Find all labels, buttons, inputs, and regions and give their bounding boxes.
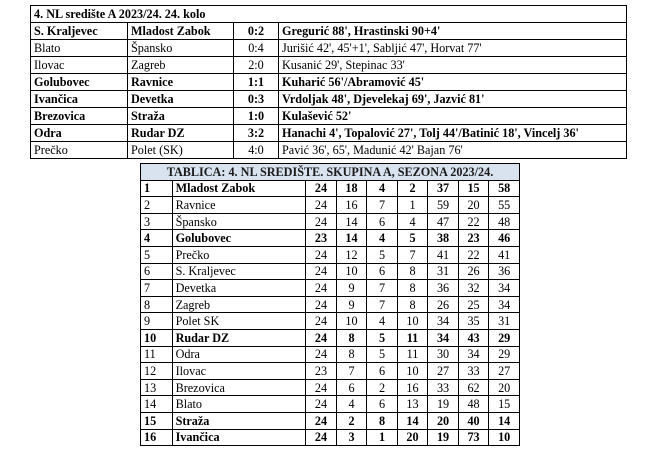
match-row — [31, 91, 627, 108]
goals-against: 25 — [458, 296, 489, 313]
wins: 18 — [336, 180, 367, 197]
standings-row — [141, 213, 520, 230]
match-score: 2:0 — [234, 57, 279, 74]
away-team: Straža — [128, 108, 234, 125]
points: 46 — [489, 230, 520, 247]
points: 34 — [489, 280, 520, 297]
position: 10 — [141, 329, 173, 346]
results-header-row — [31, 6, 627, 23]
goals-for: 19 — [428, 396, 459, 413]
match-score: 0:2 — [234, 23, 279, 40]
match-score: 0:4 — [234, 40, 279, 57]
standings-body — [141, 164, 520, 446]
goals-for: 37 — [428, 180, 459, 197]
standings-header-row — [141, 164, 520, 181]
away-team: Polet (SK) — [128, 142, 234, 159]
played: 24 — [306, 429, 337, 446]
losses: 1 — [397, 197, 428, 214]
home-team: Ivančica — [31, 91, 128, 108]
played: 24 — [306, 263, 337, 280]
standings-row — [141, 296, 520, 313]
match-row — [31, 125, 627, 142]
draws: 2 — [367, 379, 398, 396]
position: 16 — [141, 429, 173, 446]
position: 9 — [141, 313, 173, 330]
wins: 6 — [336, 379, 367, 396]
match-scorers: Hanachi 4', Topalović 27', Tolj 44'/Batinić 18', Vincelj 36' — [279, 125, 627, 142]
goals-for: 19 — [428, 429, 459, 446]
goals-for: 33 — [428, 379, 459, 396]
goals-against: 34 — [458, 346, 489, 363]
goals-against: 22 — [458, 213, 489, 230]
points: 10 — [489, 429, 520, 446]
match-row — [31, 108, 627, 125]
points: 15 — [489, 396, 520, 413]
losses: 11 — [397, 329, 428, 346]
goals-for: 20 — [428, 412, 459, 429]
match-scorers: Kusanić 29', Stepinac 33' — [279, 57, 627, 74]
goals-for: 30 — [428, 346, 459, 363]
standings-row — [141, 379, 520, 396]
position: 14 — [141, 396, 173, 413]
played: 24 — [306, 396, 337, 413]
losses: 5 — [397, 230, 428, 247]
match-score: 1:1 — [234, 74, 279, 91]
wins: 10 — [336, 263, 367, 280]
standings-row — [141, 246, 520, 263]
team-name: Prečko — [172, 246, 306, 263]
team-name: Špansko — [172, 213, 306, 230]
wins: 8 — [336, 346, 367, 363]
points: 27 — [489, 363, 520, 380]
losses: 14 — [397, 412, 428, 429]
goals-against: 73 — [458, 429, 489, 446]
standings-row — [141, 396, 520, 413]
standings-row — [141, 230, 520, 247]
points: 34 — [489, 296, 520, 313]
team-name: Ravnice — [172, 197, 306, 214]
points: 20 — [489, 379, 520, 396]
played: 24 — [306, 379, 337, 396]
position: 8 — [141, 296, 173, 313]
played: 23 — [306, 363, 337, 380]
results-title: 4. NL središte A 2023/24. 24. kolo — [31, 6, 627, 23]
home-team: S. Kraljevec — [31, 23, 128, 40]
goals-against: 43 — [458, 329, 489, 346]
goals-for: 34 — [428, 313, 459, 330]
home-team: Brezovica — [31, 108, 128, 125]
standings-row — [141, 329, 520, 346]
wins: 9 — [336, 280, 367, 297]
goals-for: 38 — [428, 230, 459, 247]
goals-against: 23 — [458, 230, 489, 247]
match-row — [31, 23, 627, 40]
draws: 6 — [367, 213, 398, 230]
wins: 16 — [336, 197, 367, 214]
standings-title: TABLICA: 4. NL SREDIŠTE. SKUPINA A, SEZONA 2023/24. — [141, 164, 520, 181]
losses: 20 — [397, 429, 428, 446]
match-row — [31, 40, 627, 57]
position: 3 — [141, 213, 173, 230]
wins: 7 — [336, 363, 367, 380]
standings-row — [141, 197, 520, 214]
goals-for: 31 — [428, 263, 459, 280]
losses: 10 — [397, 313, 428, 330]
points: 29 — [489, 329, 520, 346]
home-team: Prečko — [31, 142, 128, 159]
goals-for: 41 — [428, 246, 459, 263]
points: 29 — [489, 346, 520, 363]
position: 4 — [141, 230, 173, 247]
match-scorers: Pavić 36', 65', Madunić 42' Bajan 76' — [279, 142, 627, 159]
team-name: Ilovac — [172, 363, 306, 380]
away-team: Ravnice — [128, 74, 234, 91]
match-scorers: Vrdoljak 48', Djevelekaj 69', Jazvić 81' — [279, 91, 627, 108]
losses: 13 — [397, 396, 428, 413]
wins: 12 — [336, 246, 367, 263]
team-name: Polet SK — [172, 313, 306, 330]
goals-against: 48 — [458, 396, 489, 413]
draws: 4 — [367, 230, 398, 247]
away-team: Mladost Zabok — [128, 23, 234, 40]
team-name: Zagreb — [172, 296, 306, 313]
played: 24 — [306, 180, 337, 197]
draws: 6 — [367, 396, 398, 413]
played: 24 — [306, 412, 337, 429]
goals-against: 22 — [458, 246, 489, 263]
match-score: 3:2 — [234, 125, 279, 142]
losses: 10 — [397, 363, 428, 380]
goals-against: 32 — [458, 280, 489, 297]
points: 14 — [489, 412, 520, 429]
points: 58 — [489, 180, 520, 197]
team-name: Mladost Zabok — [172, 180, 306, 197]
draws: 1 — [367, 429, 398, 446]
standings-row — [141, 346, 520, 363]
losses: 8 — [397, 263, 428, 280]
team-name: Rudar DZ — [172, 329, 306, 346]
losses: 4 — [397, 213, 428, 230]
draws: 5 — [367, 329, 398, 346]
home-team: Ilovac — [31, 57, 128, 74]
position: 5 — [141, 246, 173, 263]
draws: 4 — [367, 313, 398, 330]
wins: 3 — [336, 429, 367, 446]
draws: 8 — [367, 412, 398, 429]
goals-for: 26 — [428, 296, 459, 313]
match-score: 0:3 — [234, 91, 279, 108]
wins: 8 — [336, 329, 367, 346]
draws: 5 — [367, 246, 398, 263]
points: 31 — [489, 313, 520, 330]
position: 6 — [141, 263, 173, 280]
draws: 7 — [367, 280, 398, 297]
results-table — [30, 5, 627, 159]
standings-row — [141, 180, 520, 197]
home-team: Golubovec — [31, 74, 128, 91]
losses: 8 — [397, 296, 428, 313]
points: 55 — [489, 197, 520, 214]
team-name: Blato — [172, 396, 306, 413]
played: 24 — [306, 313, 337, 330]
standings-row — [141, 412, 520, 429]
results-body — [31, 6, 627, 159]
wins: 14 — [336, 230, 367, 247]
match-scorers: Kulašević 52' — [279, 108, 627, 125]
goals-against: 20 — [458, 197, 489, 214]
match-row — [31, 142, 627, 159]
standings-row — [141, 263, 520, 280]
position: 7 — [141, 280, 173, 297]
wins: 9 — [336, 296, 367, 313]
played: 24 — [306, 280, 337, 297]
wins: 2 — [336, 412, 367, 429]
standings-row — [141, 429, 520, 446]
points: 48 — [489, 213, 520, 230]
position: 1 — [141, 180, 173, 197]
losses: 11 — [397, 346, 428, 363]
away-team: Zagreb — [128, 57, 234, 74]
draws: 7 — [367, 197, 398, 214]
team-name: Golubovec — [172, 230, 306, 247]
match-scorers: Kuharić 56'/Abramović 45' — [279, 74, 627, 91]
played: 24 — [306, 329, 337, 346]
losses: 16 — [397, 379, 428, 396]
away-team: Rudar DZ — [128, 125, 234, 142]
team-name: Devetka — [172, 280, 306, 297]
team-name: Straža — [172, 412, 306, 429]
match-row — [31, 57, 627, 74]
goals-for: 36 — [428, 280, 459, 297]
played: 24 — [306, 213, 337, 230]
played: 24 — [306, 246, 337, 263]
standings-table — [140, 163, 520, 446]
match-score: 1:0 — [234, 108, 279, 125]
position: 2 — [141, 197, 173, 214]
points: 41 — [489, 246, 520, 263]
played: 24 — [306, 197, 337, 214]
losses: 7 — [397, 246, 428, 263]
goals-for: 47 — [428, 213, 459, 230]
match-score: 4:0 — [234, 142, 279, 159]
wins: 4 — [336, 396, 367, 413]
goals-for: 34 — [428, 329, 459, 346]
losses: 8 — [397, 280, 428, 297]
goals-against: 62 — [458, 379, 489, 396]
wins: 14 — [336, 213, 367, 230]
goals-for: 59 — [428, 197, 459, 214]
played: 24 — [306, 346, 337, 363]
points: 36 — [489, 263, 520, 280]
draws: 5 — [367, 346, 398, 363]
standings-row — [141, 313, 520, 330]
home-team: Blato — [31, 40, 128, 57]
played: 23 — [306, 230, 337, 247]
team-name: Odra — [172, 346, 306, 363]
team-name: Ivančica — [172, 429, 306, 446]
home-team: Odra — [31, 125, 128, 142]
wins: 10 — [336, 313, 367, 330]
goals-against: 33 — [458, 363, 489, 380]
goals-against: 35 — [458, 313, 489, 330]
team-name: Brezovica — [172, 379, 306, 396]
match-row — [31, 74, 627, 91]
position: 15 — [141, 412, 173, 429]
goals-against: 15 — [458, 180, 489, 197]
goals-against: 40 — [458, 412, 489, 429]
team-name: S. Kraljevec — [172, 263, 306, 280]
position: 12 — [141, 363, 173, 380]
draws: 6 — [367, 263, 398, 280]
goals-for: 27 — [428, 363, 459, 380]
played: 24 — [306, 296, 337, 313]
away-team: Špansko — [128, 40, 234, 57]
match-scorers: Jurišić 42', 45'+1', Sabljić 47', Horvat 77' — [279, 40, 627, 57]
draws: 4 — [367, 180, 398, 197]
draws: 6 — [367, 363, 398, 380]
draws: 7 — [367, 296, 398, 313]
losses: 2 — [397, 180, 428, 197]
goals-against: 26 — [458, 263, 489, 280]
away-team: Devetka — [128, 91, 234, 108]
position: 13 — [141, 379, 173, 396]
position: 11 — [141, 346, 173, 363]
standings-row — [141, 280, 520, 297]
match-scorers: Gregurić 88', Hrastinski 90+4' — [279, 23, 627, 40]
standings-row — [141, 363, 520, 380]
